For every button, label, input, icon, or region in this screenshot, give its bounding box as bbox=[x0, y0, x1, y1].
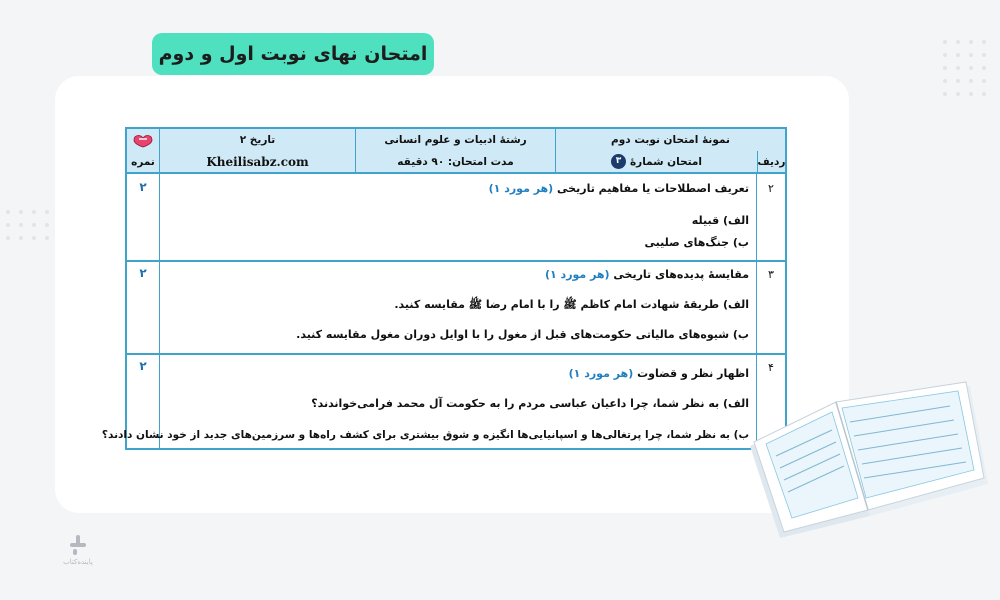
banner-title bbox=[152, 33, 434, 75]
question-number: ۴ bbox=[768, 361, 774, 374]
question-item: الف) طریقهٔ شهادت امام کاظم ﷺ را با امام رضا ﷺ مقایسه کنید. bbox=[394, 298, 749, 311]
question-item: ب) شیوه‌های مالیاتی حکومت‌های قبل از مغول را با اوایل دوران مغول مقایسه کنید. bbox=[296, 328, 749, 341]
exam-duration: مدت امتحان: ۹۰ دقیقه bbox=[355, 151, 555, 172]
exam-number-label: امتحان شمارهٔ bbox=[629, 155, 703, 168]
brand-name: پاینده‌کتاب bbox=[63, 558, 93, 566]
site-name: Kheilisabz.com bbox=[159, 151, 355, 172]
question-item: الف) به نظر شما، چرا داعیان عباسی مردم را به حکومت آل محمد فرامی‌خواندند؟ bbox=[311, 397, 749, 410]
decorative-dots bbox=[6, 210, 49, 240]
exam-number bbox=[555, 151, 757, 172]
question-item: ب) جنگ‌های صلیبی bbox=[644, 236, 749, 249]
question-row bbox=[101, 353, 785, 450]
question-prompt-text: مقایسهٔ پدیده‌های تاریخی bbox=[613, 268, 749, 281]
exam-header-row-1 bbox=[127, 129, 785, 152]
question-number: ۲ bbox=[768, 182, 774, 195]
question-prompt bbox=[545, 268, 749, 281]
kheilisabz-logo bbox=[127, 129, 159, 151]
question-item: الف) قبیله bbox=[691, 214, 749, 227]
sample-title: نمونهٔ امتحان نوبت دوم bbox=[555, 129, 785, 151]
question-number: ۳ bbox=[768, 268, 774, 281]
exam-header-row-2 bbox=[127, 151, 785, 174]
question-grade: ۲ bbox=[139, 266, 147, 280]
question-prompt-text: تعریف اصطلاحات یا مفاهیم تاریخی bbox=[557, 182, 749, 195]
question-prompt bbox=[489, 182, 749, 195]
question-grade: ۲ bbox=[139, 180, 147, 194]
exam-sheet bbox=[101, 127, 787, 450]
course-name: تاریخ ۲ bbox=[159, 129, 355, 151]
brand-logo bbox=[56, 534, 100, 566]
question-row bbox=[127, 260, 785, 355]
question-points: (هر مورد ۱) bbox=[544, 268, 610, 281]
field-name: رشتهٔ ادبیات و علوم انسانی bbox=[355, 129, 555, 151]
question-prompt-text: اظهار نظر و قضاوت bbox=[637, 367, 749, 380]
decorative-dots bbox=[943, 40, 986, 96]
exam-number-badge: ۳ bbox=[611, 154, 626, 169]
question-item: ب) به نظر شما، چرا پرتغالی‌ها و اسپانیایی‌ها انگیزه و شوق بیشتری برای کشف راه‌ها و سرزمین‌های جدید از خود نشان دادند؟ bbox=[101, 429, 749, 441]
banner-title-text: امتحان نهای نوبت اول و دوم bbox=[158, 43, 428, 65]
question-prompt bbox=[569, 367, 749, 380]
question-grade: ۲ bbox=[139, 359, 147, 373]
grade-label: نمره bbox=[131, 155, 155, 168]
question-row bbox=[127, 174, 785, 262]
question-points: (هر مورد ۱) bbox=[488, 182, 554, 195]
question-points: (هر مورد ۱) bbox=[568, 367, 634, 380]
row-label: ردیف bbox=[757, 151, 785, 172]
brand-icon bbox=[68, 534, 88, 556]
open-book-illustration bbox=[740, 366, 992, 542]
